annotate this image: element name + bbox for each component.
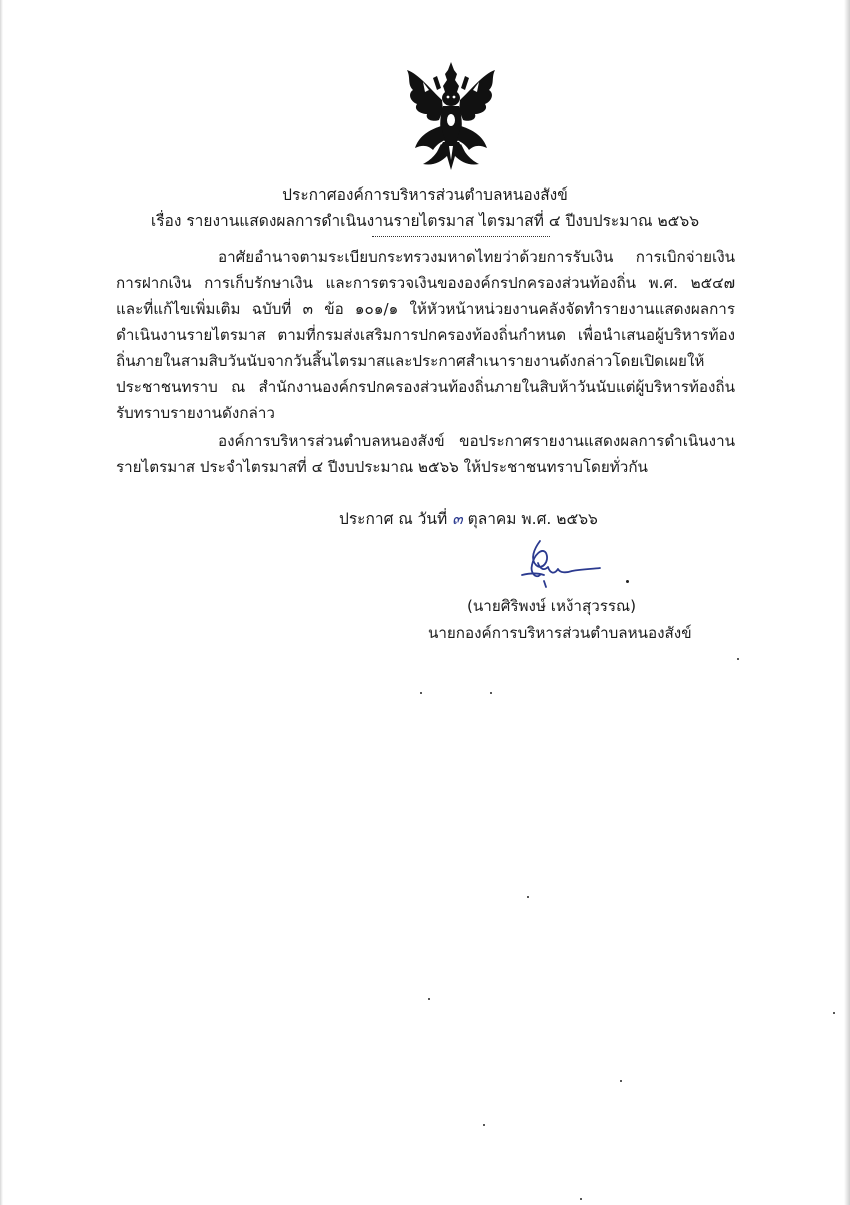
scan-speck bbox=[737, 658, 739, 660]
scan-speck bbox=[428, 998, 430, 1000]
date-prefix: ประกาศ ณ วันที่ bbox=[339, 510, 448, 528]
signatory-position: นายกองค์การบริหารส่วนตำบลหนองสังข์ bbox=[428, 624, 692, 642]
scan-speck bbox=[620, 1080, 622, 1082]
garuda-emblem-icon bbox=[393, 60, 509, 176]
scan-edge-left bbox=[0, 0, 3, 1205]
body-paragraph-announcement: องค์การบริหารส่วนตำบลหนองสังข์ ขอประกาศรายงานแสดงผลการดำเนินงานรายไตรมาส ประจำไตรมาสที่ ๔ ปีงบประมาณ ๒๕๖๖ ให้ประชาชนทราบโดยทั่วกัน bbox=[116, 432, 735, 476]
scan-speck bbox=[527, 896, 529, 898]
announcement-date bbox=[339, 506, 598, 531]
scan-speck bbox=[626, 580, 629, 583]
scan-speck bbox=[580, 1198, 582, 1200]
scan-edge-right bbox=[844, 0, 850, 1205]
handwritten-signature bbox=[500, 535, 610, 595]
body-paragraph-authority: อาศัยอำนาจตามระเบียบกระทรวงมหาดไทยว่าด้วยการรับเงิน การเบิกจ่ายเงิน การฝากเงิน การเก็บรักษาเงิน และการตรวจเงินขององค์กรปกครองส่วนท้องถิ่น พ.ศ. ๒๕๔๗ และที่แก้ไขเพิ่มเติม ฉบับที่ ๓ ข้อ ๑๐๑/๑ ให้หัวหน้าหน่วยงานคลังจัดทำรายงานแสดงผลการดำเนินงานรายไตรมาส ตามที่กรมส่งเสริมการปกครองท้องถิ่นกำหนด เพื่อนำเสนอผู้บริหารท้องถิ่นภายในสามสิบวันนับจากวันสิ้นไตรมาสและประกาศสำเนารายงานดังกล่าวโดยเปิดเผยให้ประชาชนทราบ ณ สำนักงานองค์กรปกครองส่วนท้องถิ่นภายในสิบห้าวันนับแต่ผู้บริหารท้องถิ่นรับทราบรายงานดังกล่าว bbox=[116, 248, 735, 422]
scan-speck bbox=[420, 692, 422, 694]
signatory-name: (นายศิริพงษ์ เหง้าสุวรรณ) bbox=[467, 597, 637, 615]
date-day-handwritten: ๓ bbox=[452, 510, 463, 528]
date-month-year: ตุลาคม พ.ศ. ๒๕๖๖ bbox=[467, 510, 598, 528]
scan-speck bbox=[833, 1012, 835, 1014]
scan-speck bbox=[483, 1124, 485, 1126]
scan-speck bbox=[490, 692, 492, 694]
dotted-divider bbox=[372, 236, 550, 237]
announcement-title: ประกาศองค์การบริหารส่วนตำบลหนองสังข์ bbox=[282, 186, 568, 204]
announcement-subject: เรื่อง รายงานแสดงผลการดำเนินงานรายไตรมาส ไตรมาสที่ ๔ ปีงบประมาณ ๒๕๖๖ bbox=[150, 212, 700, 230]
